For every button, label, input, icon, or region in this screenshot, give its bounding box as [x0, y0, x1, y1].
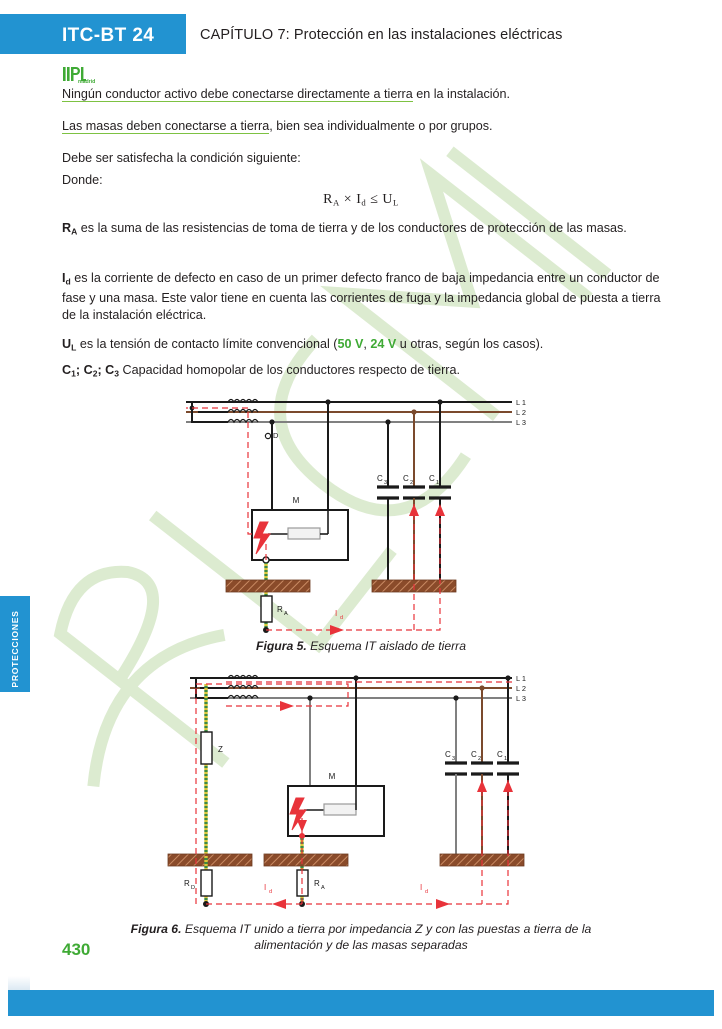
definition-ul-sep: , [363, 337, 371, 351]
fig6-arrow-c1-up [503, 780, 513, 792]
figure-6-diagram [0, 660, 722, 912]
fig6-arrow-c2-up [477, 780, 487, 792]
fig5-label-c2: C [403, 474, 409, 483]
definition-ra-text: es la suma de las resistencias de toma de tierra y de los conductores de protección de las masas. [77, 221, 627, 235]
fig5-label-motor: M [292, 496, 300, 505]
figure-5-caption-text: Esquema IT aislado de tierra [306, 639, 466, 653]
fig6-label-c2: C [471, 750, 477, 759]
fig5-label-l3: L 3 [516, 418, 526, 427]
sidebar-tab-label: PROTECCIONES [10, 610, 20, 688]
fig6-phase-lines [190, 678, 512, 698]
fig5-motor-drops [272, 402, 328, 510]
fig5-line-labels [516, 398, 526, 427]
highlight-masas-tierra: Las masas deben conectarse a tierra [62, 119, 270, 133]
definition-ul-text-a: es la tensión de contacto límite convencional ( [76, 337, 338, 351]
fig6-resistor-ra [297, 870, 325, 896]
formula-times: × [343, 192, 353, 207]
definition-id-text: es la corriente de defecto en caso de un primer defecto franco de baja impedancia entre un conductor de fase y una masa. Este valor tiene en cuenta las corrientes de fuga y la impedancia global de puesta a tierra de la instalación eléctrica. [62, 271, 661, 323]
paragraph-condicion: Debe ser satisfecha la condición siguiente: [62, 151, 301, 165]
fig6-node-l3-motor [307, 695, 312, 700]
fig5-label-c3-sub: 3 [384, 480, 388, 486]
definition-id-symbol: I [62, 271, 66, 285]
paragraph-masas-tierra [62, 118, 662, 135]
fig6-label-l1: L 1 [516, 674, 526, 683]
figure-5 [0, 388, 722, 643]
plcmadrid-logo-icon [62, 66, 120, 84]
formula-r: R [323, 192, 334, 207]
definition-ul-symbol: U [62, 337, 72, 351]
fig6-arrow-id-right [436, 899, 450, 909]
highlight-conductor-activo: Ningún conductor activo debe conectarse directamente a tierra [62, 87, 413, 101]
fig6-label-c1: C [497, 750, 503, 759]
footer-corner-accent [8, 976, 30, 990]
definition-id-subscript: d [65, 276, 71, 287]
page-number: 430 [62, 940, 91, 959]
fig5-label-ra: R [277, 605, 283, 614]
fig6-label-c2-sub: 2 [478, 756, 482, 762]
fig6-label-l2: L 2 [516, 684, 526, 693]
footer-bar [8, 990, 714, 1016]
fig5-node-l1-motor [325, 399, 330, 404]
formula-i-sub: d [361, 197, 367, 208]
fig5-phase-lines [186, 402, 512, 422]
figure-5-diagram [0, 388, 722, 638]
fig6-line-labels [516, 674, 526, 703]
fig6-label-ra-sub: A [321, 885, 325, 891]
fig6-label-id-right: I [420, 883, 423, 892]
fig6-label-ra: R [314, 879, 320, 888]
fig5-ground-bar-masses [226, 580, 310, 592]
definition-c3-subscript: 3 [114, 368, 120, 379]
fig5-node-l3-motor [269, 419, 274, 424]
fig6-label-c3: C [445, 750, 451, 759]
paragraph-conductor-activo-rest: en la instalación. [412, 87, 511, 101]
paragraph-masas-tierra-rest: , bien sea individualmente o por grupos. [269, 119, 493, 133]
figure-5-caption-label: Figura 5. [256, 639, 307, 653]
formula-r-sub: A [333, 197, 340, 208]
definition-c3-symbol: C [105, 363, 115, 377]
formula-ra-id-ul [0, 192, 722, 208]
fig6-label-rd: R [184, 879, 190, 888]
figure-6-caption-line2: alimentación y de las masas separadas [254, 938, 468, 952]
svg-text:madrid: madrid [78, 79, 96, 84]
fig5-motor [252, 496, 348, 560]
fig5-label-id: I [335, 609, 338, 618]
definition-ra-symbol: R [62, 221, 72, 235]
definition-c2-subscript: 2 [92, 368, 98, 379]
fig6-label-id-left: I [264, 883, 267, 892]
fig6-transformer-star [196, 678, 228, 698]
formula-i: I [356, 192, 362, 207]
fig6-label-l3: L 3 [516, 694, 526, 703]
fig6-label-z: Z [218, 745, 223, 754]
fig6-arrow-id-left [272, 899, 286, 909]
definition-c2-symbol: C [83, 363, 93, 377]
paragraph-donde: Donde: [62, 173, 103, 187]
fig5-label-c1-sub: 1 [436, 480, 440, 486]
fig5-label-id-sub: d [340, 615, 344, 621]
fig6-arrow-top-right [280, 701, 294, 711]
formula-u-sub: L [393, 197, 399, 208]
header-code: ITC-BT 24 [62, 25, 155, 46]
definition-c1-subscript: 1 [71, 368, 76, 379]
header-title: CAPÍTULO 7: Protección en las instalaciones eléctricas [200, 27, 563, 43]
definition-ul-text-b: u otras, según los casos). [396, 337, 544, 351]
fig5-label-c2-sub: 2 [410, 480, 414, 486]
fig5-label-device: D [273, 431, 279, 440]
formula-u: U [382, 192, 394, 207]
figure-6-caption [0, 921, 722, 953]
fig6-label-motor: M [328, 772, 336, 781]
definition-ul-subscript: L [71, 342, 77, 353]
paragraph-conductor-activo [62, 86, 662, 103]
fig6-label-id-right-sub: d [425, 889, 429, 895]
fig5-resistor-ra [261, 596, 288, 622]
figure-6-caption-label: Figura 6. [130, 922, 182, 936]
fig5-label-l2: L 2 [516, 408, 526, 417]
fig6-label-id-left-sub: d [269, 889, 273, 895]
fig5-label-c3: C [377, 474, 383, 483]
fig6-impedance-z [201, 732, 223, 764]
fig5-label-l1: L 1 [516, 398, 526, 407]
definition-c-text: Capacidad homopolar de los conductores respecto de tierra. [119, 363, 460, 377]
fig6-label-c1-sub: 1 [504, 756, 508, 762]
fig6-ground-bar-masses [264, 854, 348, 866]
definition-c1-symbol: C [62, 363, 72, 377]
fig5-device-marker [265, 433, 270, 438]
fig5-label-c1: C [429, 474, 435, 483]
fig6-node-l1-motor [353, 675, 358, 680]
definition-ra [62, 220, 662, 240]
fig5-arrow-c1-up [435, 504, 445, 516]
voltage-50v: 50 V [337, 337, 364, 351]
fig5-label-ra-sub: A [284, 611, 288, 617]
fig5-arrow-c2-up [409, 504, 419, 516]
fig5-arrow-id-bottom [330, 625, 344, 635]
definition-capacidad-homopolar: $C_1$; $C_2$; $C_3$ Capacidad homopolar de los conductores respecto de tierra. [62, 363, 460, 379]
definition-id [62, 270, 662, 324]
plcmadrid-logo [62, 66, 122, 84]
definition-ul [62, 336, 662, 356]
fig6-label-c3-sub: 3 [452, 756, 456, 762]
voltage-24v: 24 V [370, 337, 397, 351]
fig6-ground-bar-source [168, 854, 252, 866]
figure-6-caption-line1: Esquema IT unido a tierra por impedancia Z y con las puestas a tierra de la [181, 922, 592, 936]
definition-ra-subscript: A [71, 226, 78, 237]
fig6-label-rd-sub: D [191, 885, 196, 891]
figure-6 [0, 660, 722, 917]
formula-leq: ≤ [370, 192, 379, 207]
fig6-resistor-rd [184, 870, 212, 896]
sidebar-tab-protecciones [0, 596, 30, 692]
